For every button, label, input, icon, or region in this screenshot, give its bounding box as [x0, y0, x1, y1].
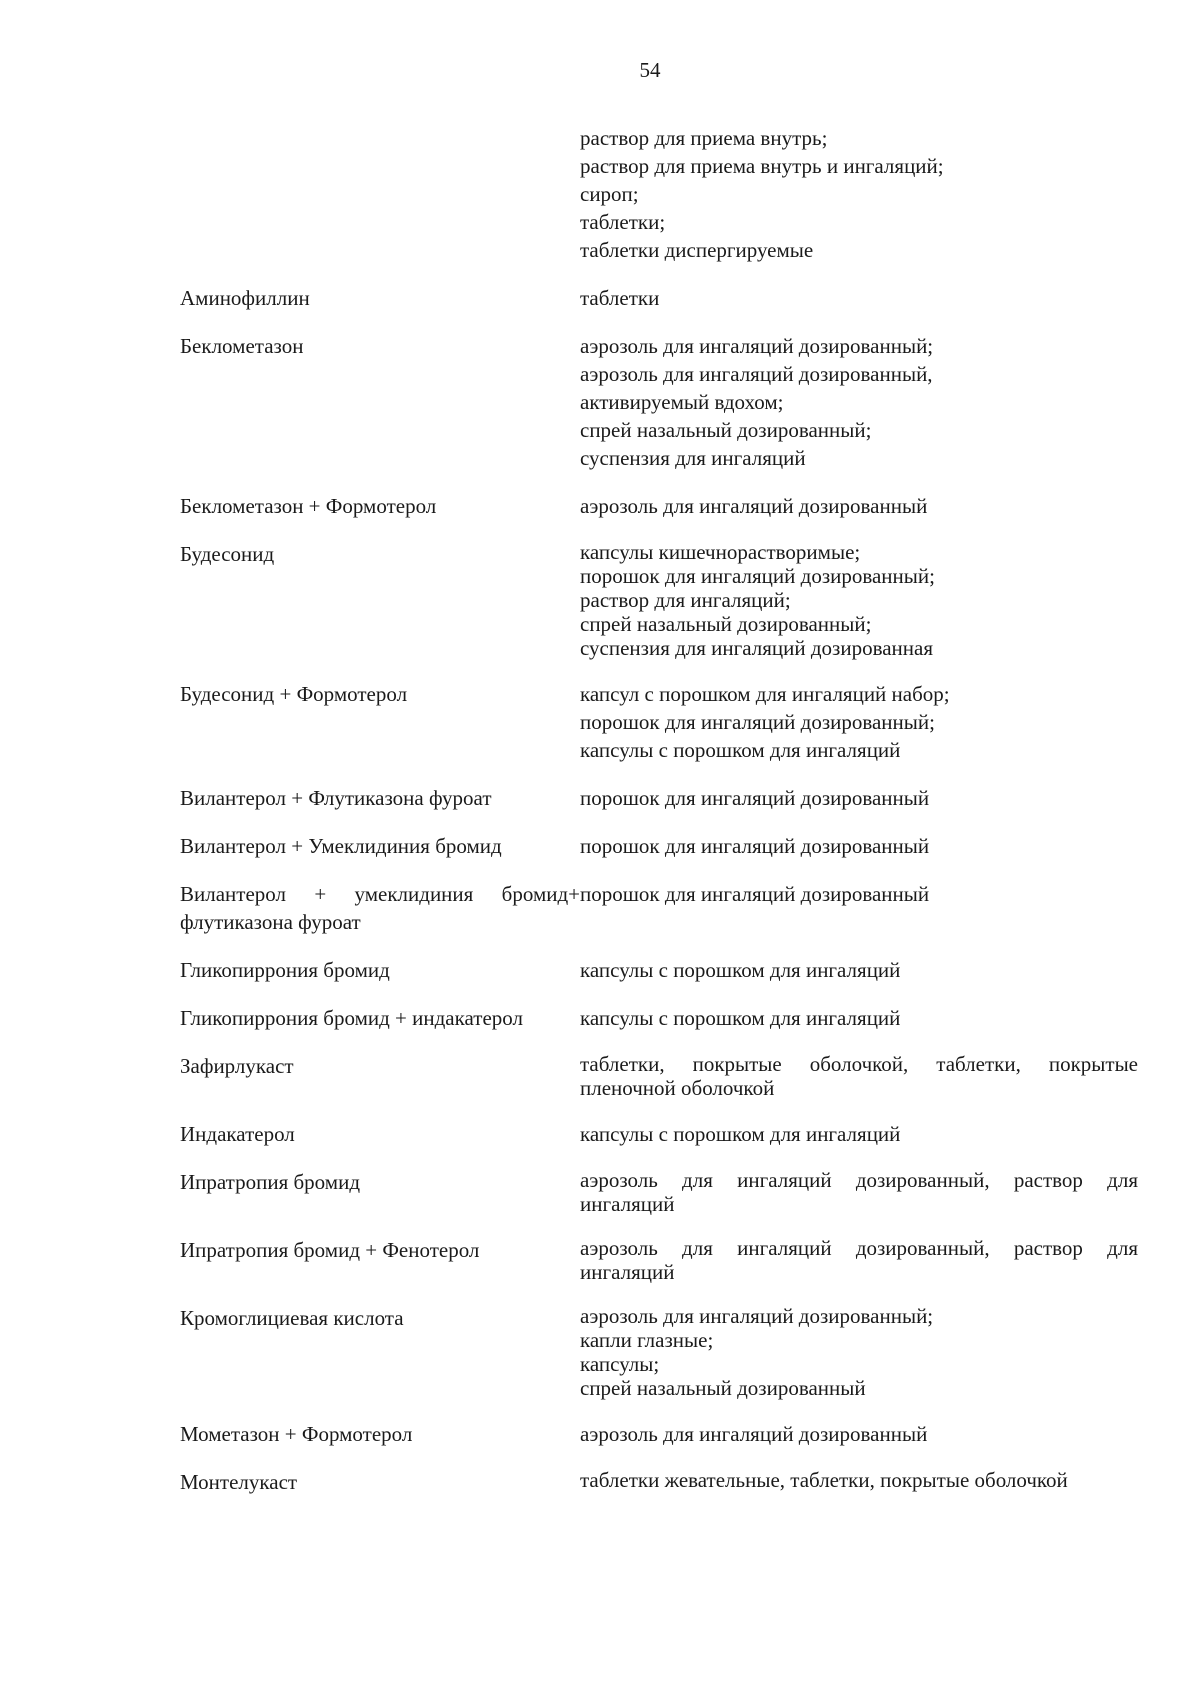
dosage-forms	[580, 1052, 1138, 1100]
table-row	[180, 284, 1138, 312]
dosage-form: сироп;	[580, 182, 639, 206]
dosage-form: порошок для ингаляций дозированный	[580, 786, 930, 810]
dosage-forms	[580, 1004, 1138, 1032]
dosage-form: аэрозоль для ингаляций дозированный;	[580, 1304, 934, 1328]
dosage-form: капсулы;	[580, 1352, 660, 1376]
table-row	[180, 1004, 1138, 1032]
drug-forms-table	[180, 124, 1138, 1496]
dosage-form: капсулы кишечнорастворимые;	[580, 540, 861, 564]
dosage-form: раствор для приема внутрь;	[580, 126, 828, 150]
drug-name: Индакатерол	[180, 1122, 295, 1146]
drug-name: Ипратропия бромид + Фенотерол	[180, 1238, 480, 1262]
dosage-forms	[580, 956, 1138, 984]
drug-name: Аминофиллин	[180, 286, 310, 310]
table-row	[180, 124, 1138, 264]
dosage-form: раствор для ингаляций;	[580, 588, 791, 612]
dosage-forms	[580, 1120, 1138, 1148]
dosage-form: таблетки жевательные, таблетки, покрытые оболочкой	[580, 1468, 1068, 1492]
dosage-forms	[580, 1304, 1138, 1400]
dosage-forms	[580, 124, 1138, 264]
dosage-form: аэрозоль для ингаляций дозированный	[580, 494, 928, 518]
dosage-form: порошок для ингаляций дозированный;	[580, 710, 935, 734]
dosage-forms	[580, 1468, 1138, 1492]
dosage-form: раствор для приема внутрь и ингаляций;	[580, 154, 944, 178]
table-row	[180, 1236, 1138, 1284]
dosage-form: капсул с порошком для ингаляций набор;	[580, 682, 950, 706]
dosage-form: порошок для ингаляций дозированный;	[580, 564, 935, 588]
table-row	[180, 332, 1138, 472]
table-row	[180, 492, 1138, 520]
dosage-form: капсулы с порошком для ингаляций	[580, 738, 901, 762]
dosage-form: порошок для ингаляций дозированный	[580, 834, 930, 858]
dosage-form: аэрозоль для ингаляций дозированный;	[580, 334, 934, 358]
table-row	[180, 1120, 1138, 1148]
drug-name: Будесонид	[180, 542, 275, 566]
dosage-forms	[580, 540, 1138, 660]
table-row	[180, 1052, 1138, 1100]
dosage-form: спрей назальный дозированный	[580, 1376, 866, 1400]
dosage-form: капли глазные;	[580, 1328, 714, 1352]
table-row	[180, 956, 1138, 984]
drug-name: Беклометазон + Формотерол	[180, 494, 437, 518]
drug-name: Кромоглициевая кислота	[180, 1306, 404, 1330]
dosage-form: таблетки	[580, 286, 660, 310]
drug-name: Будесонид + Формотерол	[180, 682, 408, 706]
dosage-forms	[580, 832, 1138, 860]
dosage-form: таблетки;	[580, 210, 666, 234]
dosage-form: порошок для ингаляций дозированный	[580, 882, 930, 906]
dosage-form: аэрозоль для ингаляций дозированный,	[580, 362, 933, 386]
table-row	[180, 1468, 1138, 1496]
drug-name: Вилантерол + Умеклидиния бромид	[180, 834, 502, 858]
drug-name: Мометазон + Формотерол	[180, 1422, 413, 1446]
table-row	[180, 1168, 1138, 1216]
dosage-form: капсулы с порошком для ингаляций	[580, 958, 901, 982]
drug-name: Гликопиррония бромид + индакатерол	[180, 1006, 523, 1030]
table-row	[180, 832, 1138, 860]
table-row	[180, 680, 1138, 764]
dosage-form: таблетки, покрытые оболочкой, таблетки, покрытые пленочной оболочкой	[580, 1052, 1138, 1100]
dosage-form: аэрозоль для ингаляций дозированный, раствор для ингаляций	[580, 1168, 1138, 1216]
dosage-form: спрей назальный дозированный;	[580, 418, 872, 442]
drug-name: Монтелукаст	[180, 1470, 298, 1494]
drug-name: Беклометазон	[180, 334, 304, 358]
drug-name: Вилантерол + умеклидиния бромид+ флутиказона фуроат	[180, 882, 580, 934]
dosage-forms	[580, 680, 1138, 764]
drug-name: Ипратропия бромид	[180, 1170, 360, 1194]
dosage-forms	[580, 492, 1138, 520]
dosage-forms	[580, 784, 1138, 812]
dosage-forms	[580, 1168, 1138, 1216]
dosage-form: суспензия для ингаляций	[580, 446, 806, 470]
dosage-form: спрей назальный дозированный;	[580, 612, 872, 636]
dosage-form: аэрозоль для ингаляций дозированный	[580, 1422, 928, 1446]
dosage-form: суспензия для ингаляций дозированная	[580, 636, 934, 660]
dosage-forms	[580, 284, 1138, 312]
dosage-forms	[580, 1420, 1138, 1448]
drug-name: Вилантерол + Флутиказона фуроат	[180, 786, 492, 810]
table-row	[180, 1304, 1138, 1400]
dosage-forms	[580, 880, 1138, 908]
table-row	[180, 540, 1138, 660]
dosage-form: капсулы с порошком для ингаляций	[580, 1006, 901, 1030]
drug-name: Зафирлукаст	[180, 1054, 294, 1078]
page-number: 54	[639, 58, 661, 82]
dosage-form: капсулы с порошком для ингаляций	[580, 1122, 901, 1146]
dosage-form: активируемый вдохом;	[580, 390, 784, 414]
drug-name: Гликопиррония бромид	[180, 958, 390, 982]
table-row	[180, 784, 1138, 812]
dosage-forms	[580, 332, 1138, 472]
table-row	[180, 1420, 1138, 1448]
dosage-form: таблетки диспергируемые	[580, 238, 814, 262]
table-row	[180, 880, 1138, 936]
dosage-form: аэрозоль для ингаляций дозированный, раствор для ингаляций	[580, 1236, 1138, 1284]
dosage-forms	[580, 1236, 1138, 1284]
